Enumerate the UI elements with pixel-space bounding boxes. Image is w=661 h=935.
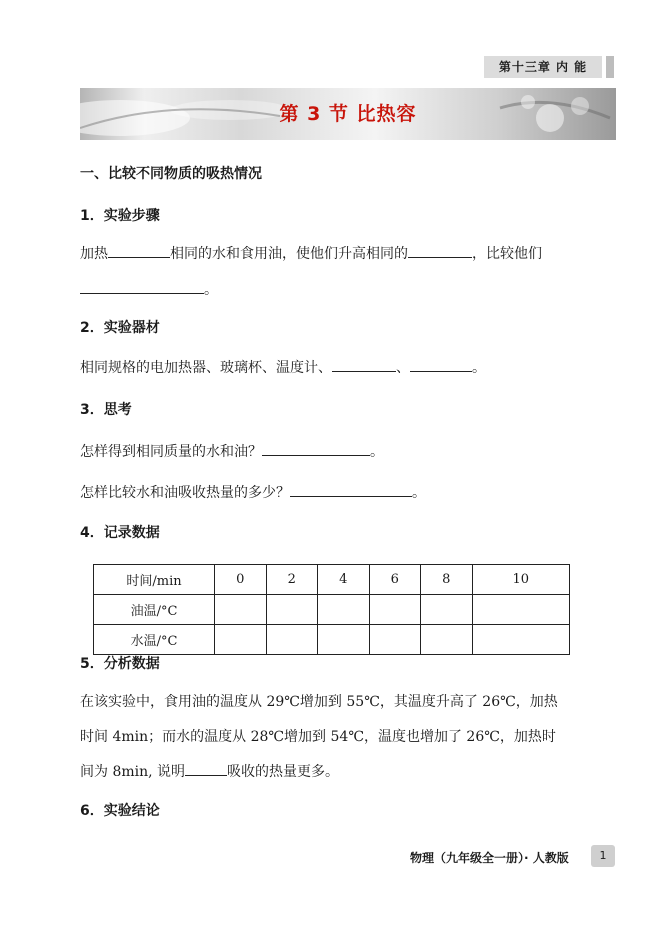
step2-text-a: 相同规格的电加热器、玻璃杯、温度计、 — [80, 360, 332, 376]
step6-heading: 6．实验结论 — [80, 803, 160, 819]
table-row — [94, 625, 570, 655]
step1-text-d: 。 — [204, 282, 218, 298]
data-table — [93, 564, 570, 655]
table-row — [94, 595, 570, 625]
step5-line1: 在该实验中，食用油的温度从 29℃增加到 55℃，其温度升高了 26℃，加热 — [80, 694, 558, 710]
question2-end: 。 — [412, 485, 426, 501]
step2-line — [80, 357, 580, 378]
table-cell — [318, 625, 370, 655]
table-header-cell: 6 — [369, 565, 421, 595]
table-cell — [421, 625, 473, 655]
table-header-cell: 2 — [266, 565, 318, 595]
step5-heading: 5．分析数据 — [80, 656, 160, 672]
step1-text-a: 加热 — [80, 246, 108, 262]
table-cell — [369, 625, 421, 655]
step1-text-b: 相同的水和食用油，使他们升高相同的 — [170, 246, 408, 262]
blank-field — [262, 441, 370, 456]
blank-field — [108, 243, 170, 258]
table-cell — [369, 595, 421, 625]
chapter-tab: 第十三章 内 能 — [484, 56, 602, 78]
step5-text-b: 吸收的热量更多。 — [227, 764, 340, 780]
step1-heading: 1．实验步骤 — [80, 208, 160, 224]
table-cell — [472, 595, 569, 625]
blank-field — [290, 482, 412, 497]
step5-line2: 时间 4min；而水的温度从 28℃增加到 54℃，温度也增加了 26℃，加热时 — [80, 729, 556, 745]
question1-end: 。 — [370, 444, 384, 460]
step2-heading: 2．实验器材 — [80, 320, 160, 336]
table-cell — [472, 625, 569, 655]
table-header-cell: 10 — [472, 565, 569, 595]
step5-text-a: 间为 8min, 说明 — [80, 764, 186, 780]
table-header-row — [94, 565, 570, 595]
table-row-label: 水温/°C — [94, 625, 215, 655]
page-number: 1 — [591, 845, 615, 867]
table-header-cell: 0 — [215, 565, 267, 595]
blank-field — [80, 279, 204, 294]
step2-text-b: 、 — [396, 360, 410, 376]
table-row-label: 油温/°C — [94, 595, 215, 625]
table-cell — [215, 625, 267, 655]
step5-line3 — [80, 761, 580, 782]
question2-text: 怎样比较水和油吸收热量的多少？ — [80, 485, 290, 501]
step3-heading: 3．思考 — [80, 402, 132, 418]
step3-question2 — [80, 482, 580, 503]
table-cell — [266, 625, 318, 655]
table-header-cell: 8 — [421, 565, 473, 595]
blank-field — [408, 243, 472, 258]
table-header-cell: 4 — [318, 565, 370, 595]
step3-question1 — [80, 441, 580, 462]
page-title: 第 3 节 比热容 — [279, 103, 417, 125]
blank-field — [332, 357, 396, 372]
table-cell — [215, 595, 267, 625]
chapter-tab-edge — [606, 56, 614, 78]
table-header-cell: 时间/min — [94, 565, 215, 595]
table-cell — [318, 595, 370, 625]
blank-field — [185, 761, 227, 776]
blank-field — [410, 357, 472, 372]
step4-heading: 4．记录数据 — [80, 525, 160, 541]
step2-text-c: 。 — [472, 360, 486, 376]
table-cell — [266, 595, 318, 625]
table-cell — [421, 595, 473, 625]
title-banner — [80, 88, 616, 140]
step1-line2 — [80, 279, 580, 300]
step1-text-c: ，比较他们 — [472, 246, 542, 262]
footer-book-title: 物理（九年级全一册）· 人教版 — [410, 851, 569, 865]
step1-line1 — [80, 243, 580, 264]
section-heading: 一、比较不同物质的吸热情况 — [80, 166, 262, 182]
question1-text: 怎样得到相同质量的水和油？ — [80, 444, 262, 460]
